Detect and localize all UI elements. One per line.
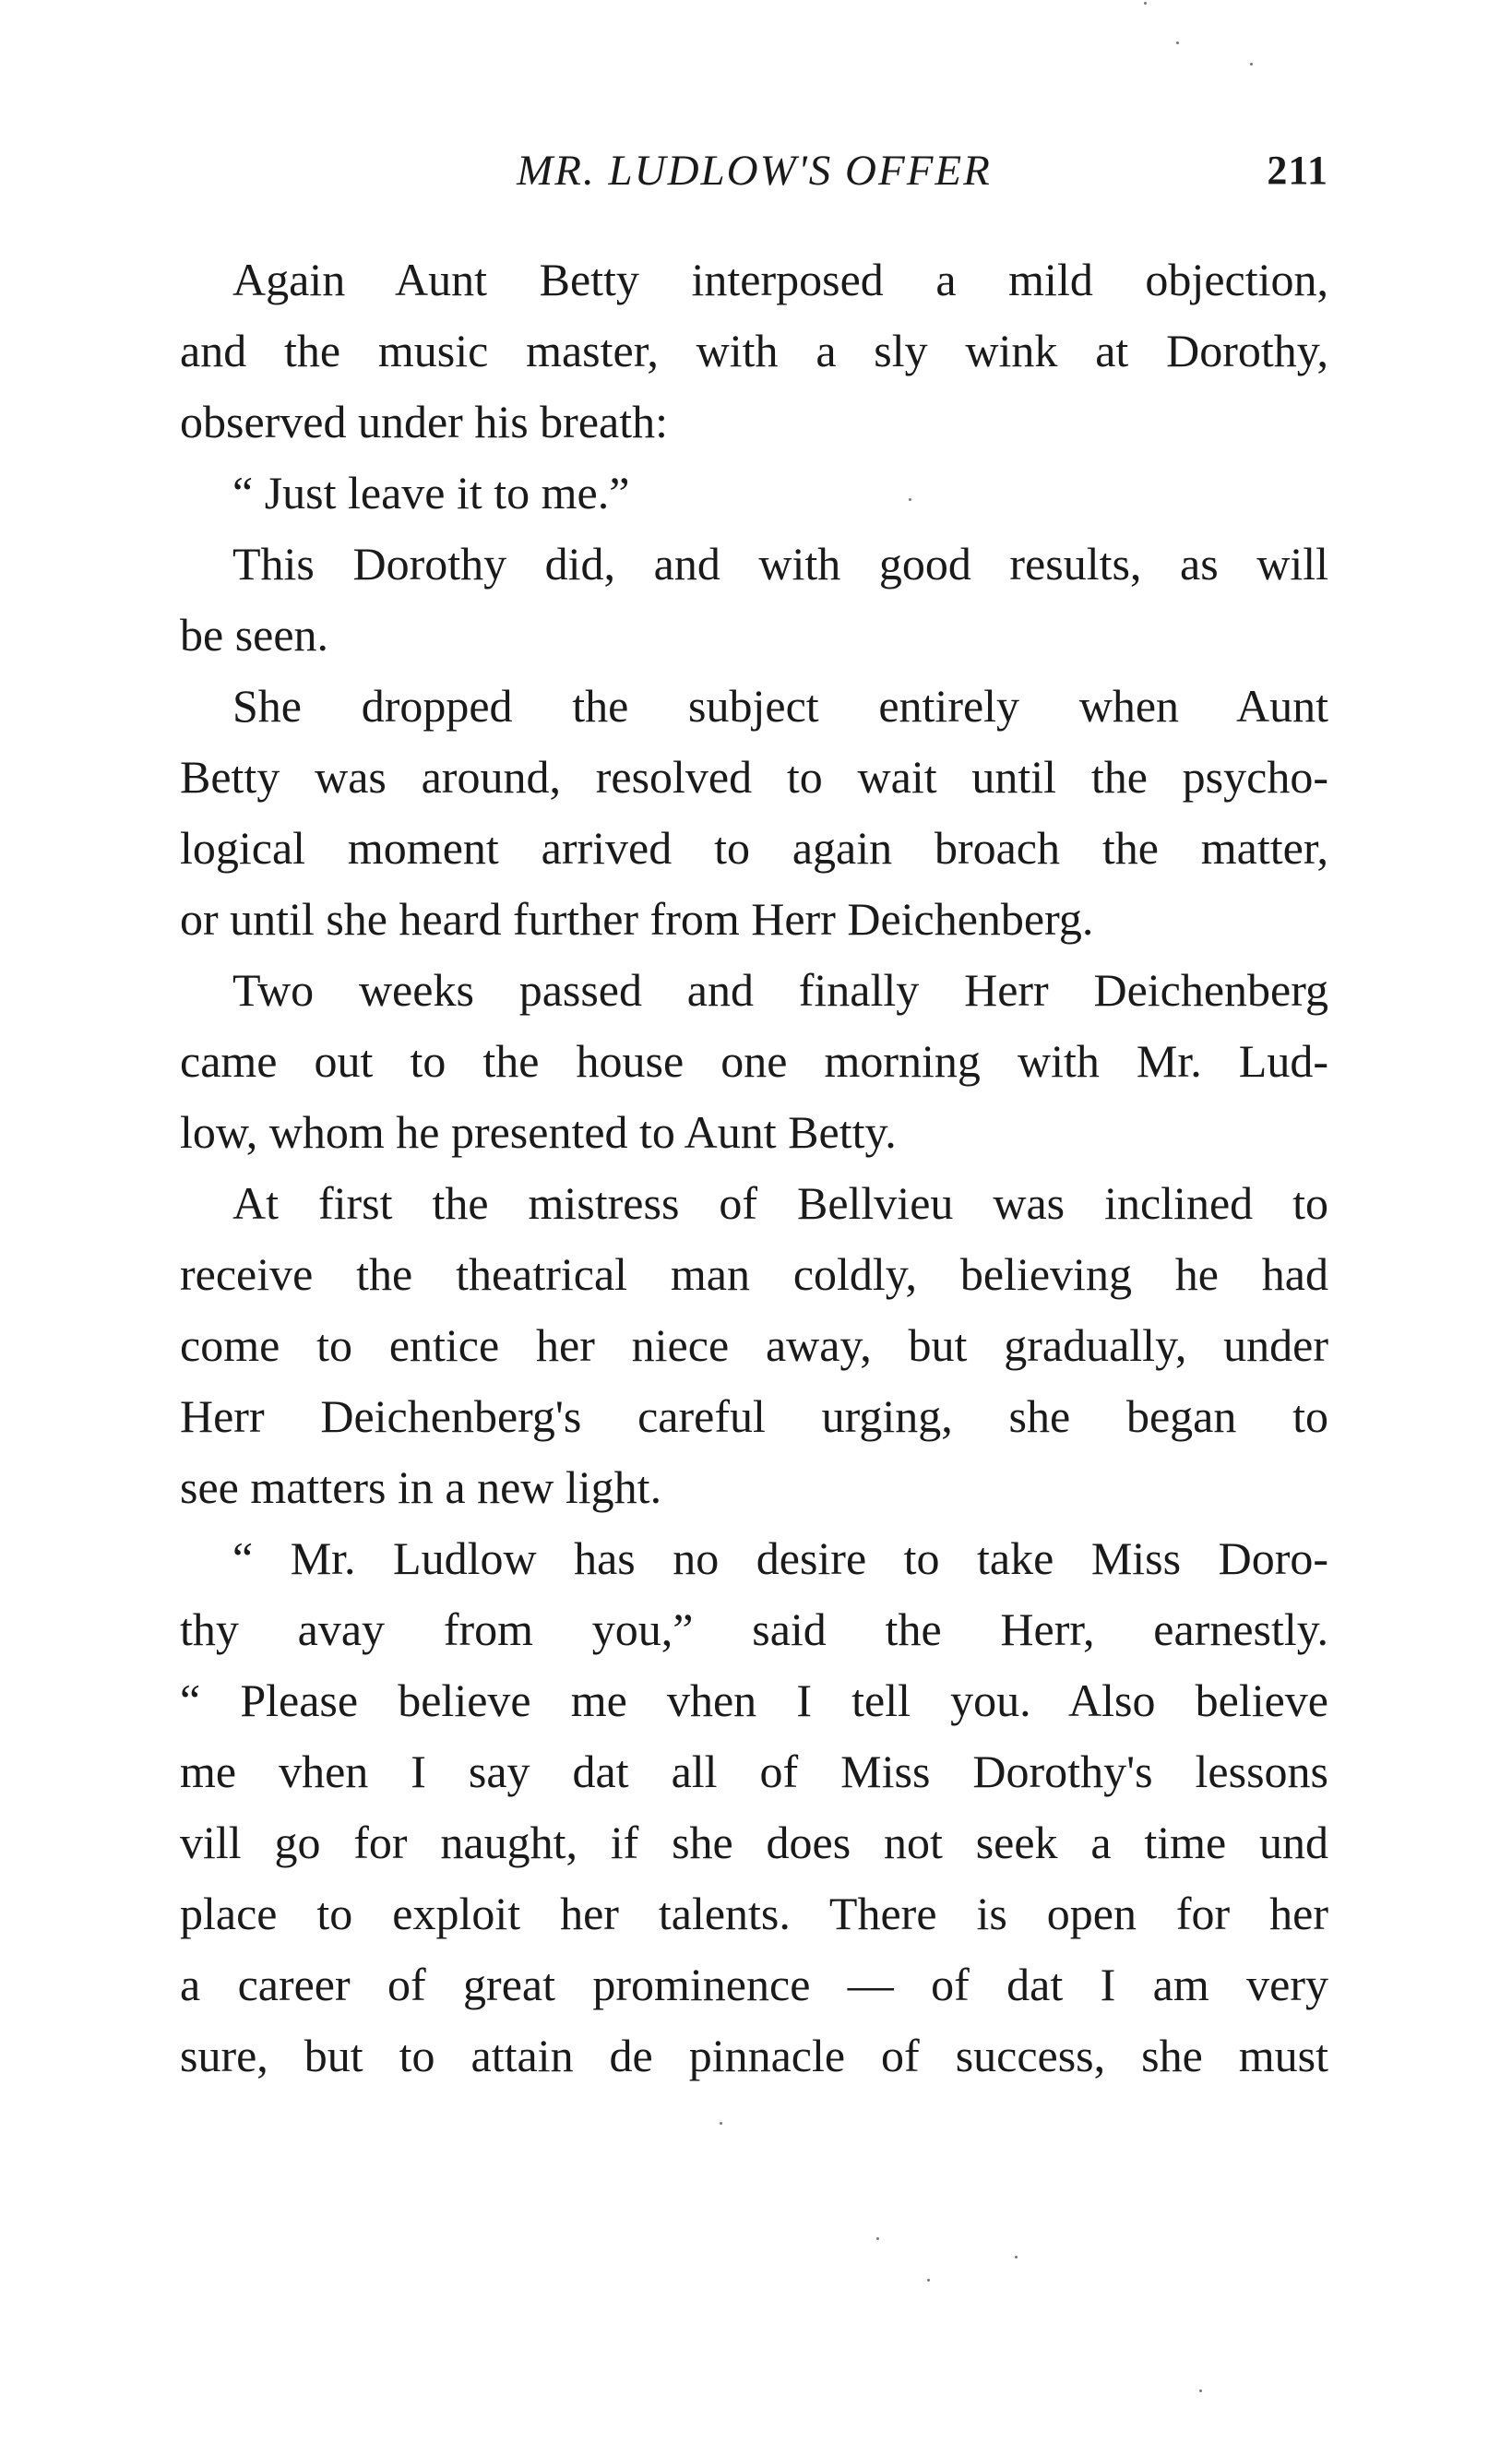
text-line: a career of great prominence — of dat I am very [180,1959,1328,2010]
text-line: She dropped the subject entirely when Aunt [232,680,1328,732]
text-line: receive the theatrical man coldly, believing he had [180,1248,1328,1300]
scan-speck [1250,63,1253,66]
text-line: observed under his breath: [180,396,669,447]
text-line: Herr Deichenberg's careful urging, she began to [180,1390,1328,1442]
text-line: logical moment arrived to again broach the matter, [180,822,1328,874]
running-head [180,138,1328,203]
text-line: Again Aunt Betty interposed a mild objection, [232,254,1328,305]
scan-speck [927,2279,930,2282]
text-line: At first the mistress of Bellvieu was inclined to [232,1177,1328,1229]
text-line: vill go for naught, if she does not seek a time und [180,1817,1328,1868]
text-line: sure, but to attain de pinnacle of success, she must [180,2030,1328,2081]
text-line: me vhen I say dat all of Miss Dorothy's lessons [180,1746,1328,1797]
scan-speck [876,2237,879,2240]
text-line: This Dorothy did, and with good results, as will [232,538,1328,590]
scan-speck [1176,42,1179,44]
text-line: see matters in a new light. [180,1461,662,1513]
page-number: 211 [1267,148,1328,193]
text-line: came out to the house one morning with Mr. Lud- [180,1035,1328,1087]
text-line: or until she heard further from Herr Deichenberg. [180,893,1094,945]
text-line: Betty was around, resolved to wait until the psycho- [180,751,1328,803]
text-line: thy avay from you,” said the Herr, earnestly. [180,1603,1328,1655]
text-line: and the music master, with a sly wink at Dorothy, [180,325,1328,376]
scan-speck [909,498,911,501]
text-line: low, whom he presented to Aunt Betty. [180,1106,897,1158]
text-line: “ Mr. Ludlow has no desire to take Miss Doro- [232,1532,1328,1584]
text-line: be seen. [180,609,329,661]
text-line: “ Just leave it to me.” [232,467,630,518]
text-line: “ Please believe me vhen I tell you. Also believe [180,1674,1328,1726]
scan-speck [1144,2,1147,5]
text-line: come to entice her niece away, but gradually, under [180,1319,1328,1371]
running-title: MR. LUDLOW'S OFFER [517,147,992,195]
body-text [180,244,1328,2091]
scan-speck [720,2122,722,2125]
scan-speck [1199,2389,1202,2392]
scan-speck [1015,2256,1018,2258]
text-line: place to exploit her talents. There is open for her [180,1888,1328,1939]
text-line: Two weeks passed and finally Herr Deichenberg [232,964,1328,1016]
